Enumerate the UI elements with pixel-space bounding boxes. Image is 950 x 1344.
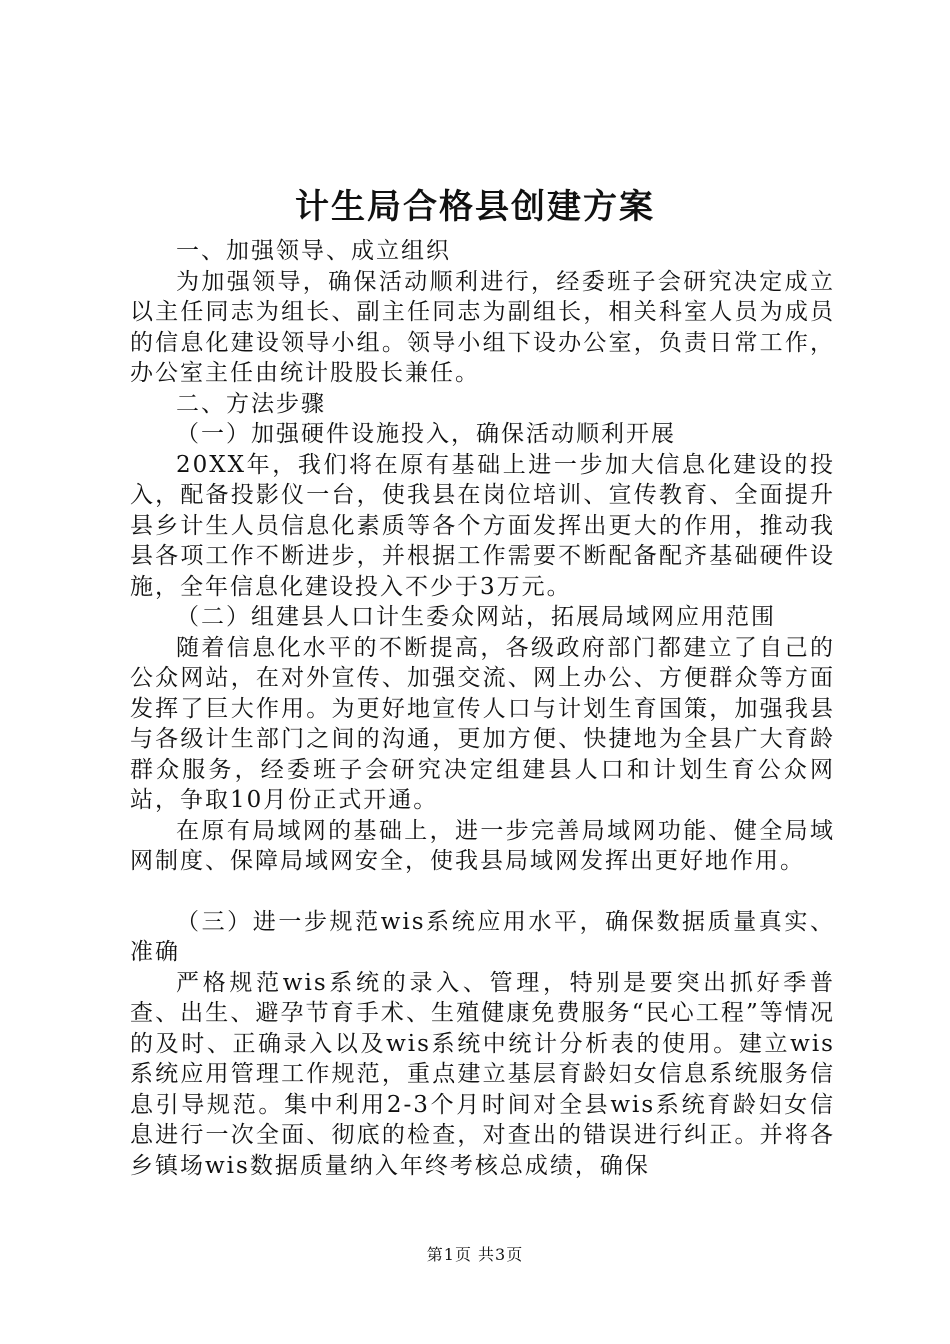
paragraph-hardware: 20XX年，我们将在原有基础上进一步加大信息化建设的投入，配备投影仪一台，使我县在岗位培训、宣传教育、全面提升县乡计生人员信息化素质等各个方面发挥出更大的作用，推动我县各项工作不断进步，并根据工作需要不断配备配齐基础硬件设施，全年信息化建设投入不少于3万元。 <box>130 451 835 600</box>
paragraph-lan: 在原有局域网的基础上，进一步完善局域网功能、健全局域网制度、保障局域网安全，使我县局域网发挥出更好地作用。 <box>130 817 835 874</box>
page-footer: 第1页 共3页 <box>426 1245 524 1264</box>
document-body <box>130 236 835 1181</box>
section-heading-2: 二、方法步骤 <box>176 390 326 417</box>
paragraph-website: 随着信息化水平的不断提高，各级政府部门都建立了自己的公众网站，在对外宣传、加强交流、网上办公、方便群众等方面发挥了巨大作用。为更好地宣传人口与计划生育国策，加强我县与各级计生部门之间的沟通，更加方便、快捷地为全县广大育龄群众服务，经委班子会研究决定组建县人口和计划生育公众网站，争取10月份正式开通。 <box>130 634 835 813</box>
paragraph-wis: 严格规范wis系统的录入、管理，特别是要突出抓好季普查、出生、避孕节育手术、生殖健康免费服务“民心工程”等情况的及时、正确录入以及wis系统中统计分析表的使用。建立wis系统应用管理工作规范，重点建立基层育龄妇女信息系统服务信息引导规范。集中利用2-3个月时间对全县wis系统育龄妇女信息进行一次全面、彻底的检查，对查出的错误进行纠正。并将各乡镇场wis数据质量纳入年终考核总成绩，确保 <box>130 969 835 1179</box>
subheading-1: （一）加强硬件设施投入，确保活动顺利开展 <box>176 421 676 447</box>
paragraph-leadership: 为加强领导，确保活动顺利进行，经委班子会研究决定成立以主任同志为组长、副主任同志为副组长，相关科室人员为成员的信息化建设领导小组。领导小组下设办公室，负责日常工作，办公室主任由统计股股长兼任。 <box>130 268 835 386</box>
subheading-2: （二）组建县人口计生委众网站，拓展局域网应用范围 <box>176 604 776 630</box>
subheading-3: （三）进一步规范wis系统应用水平，确保数据质量真实、准确 <box>130 908 835 965</box>
document-title: 计生局合格县创建方案 <box>295 187 655 227</box>
section-heading-1: 一、加强领导、成立组织 <box>176 238 451 264</box>
